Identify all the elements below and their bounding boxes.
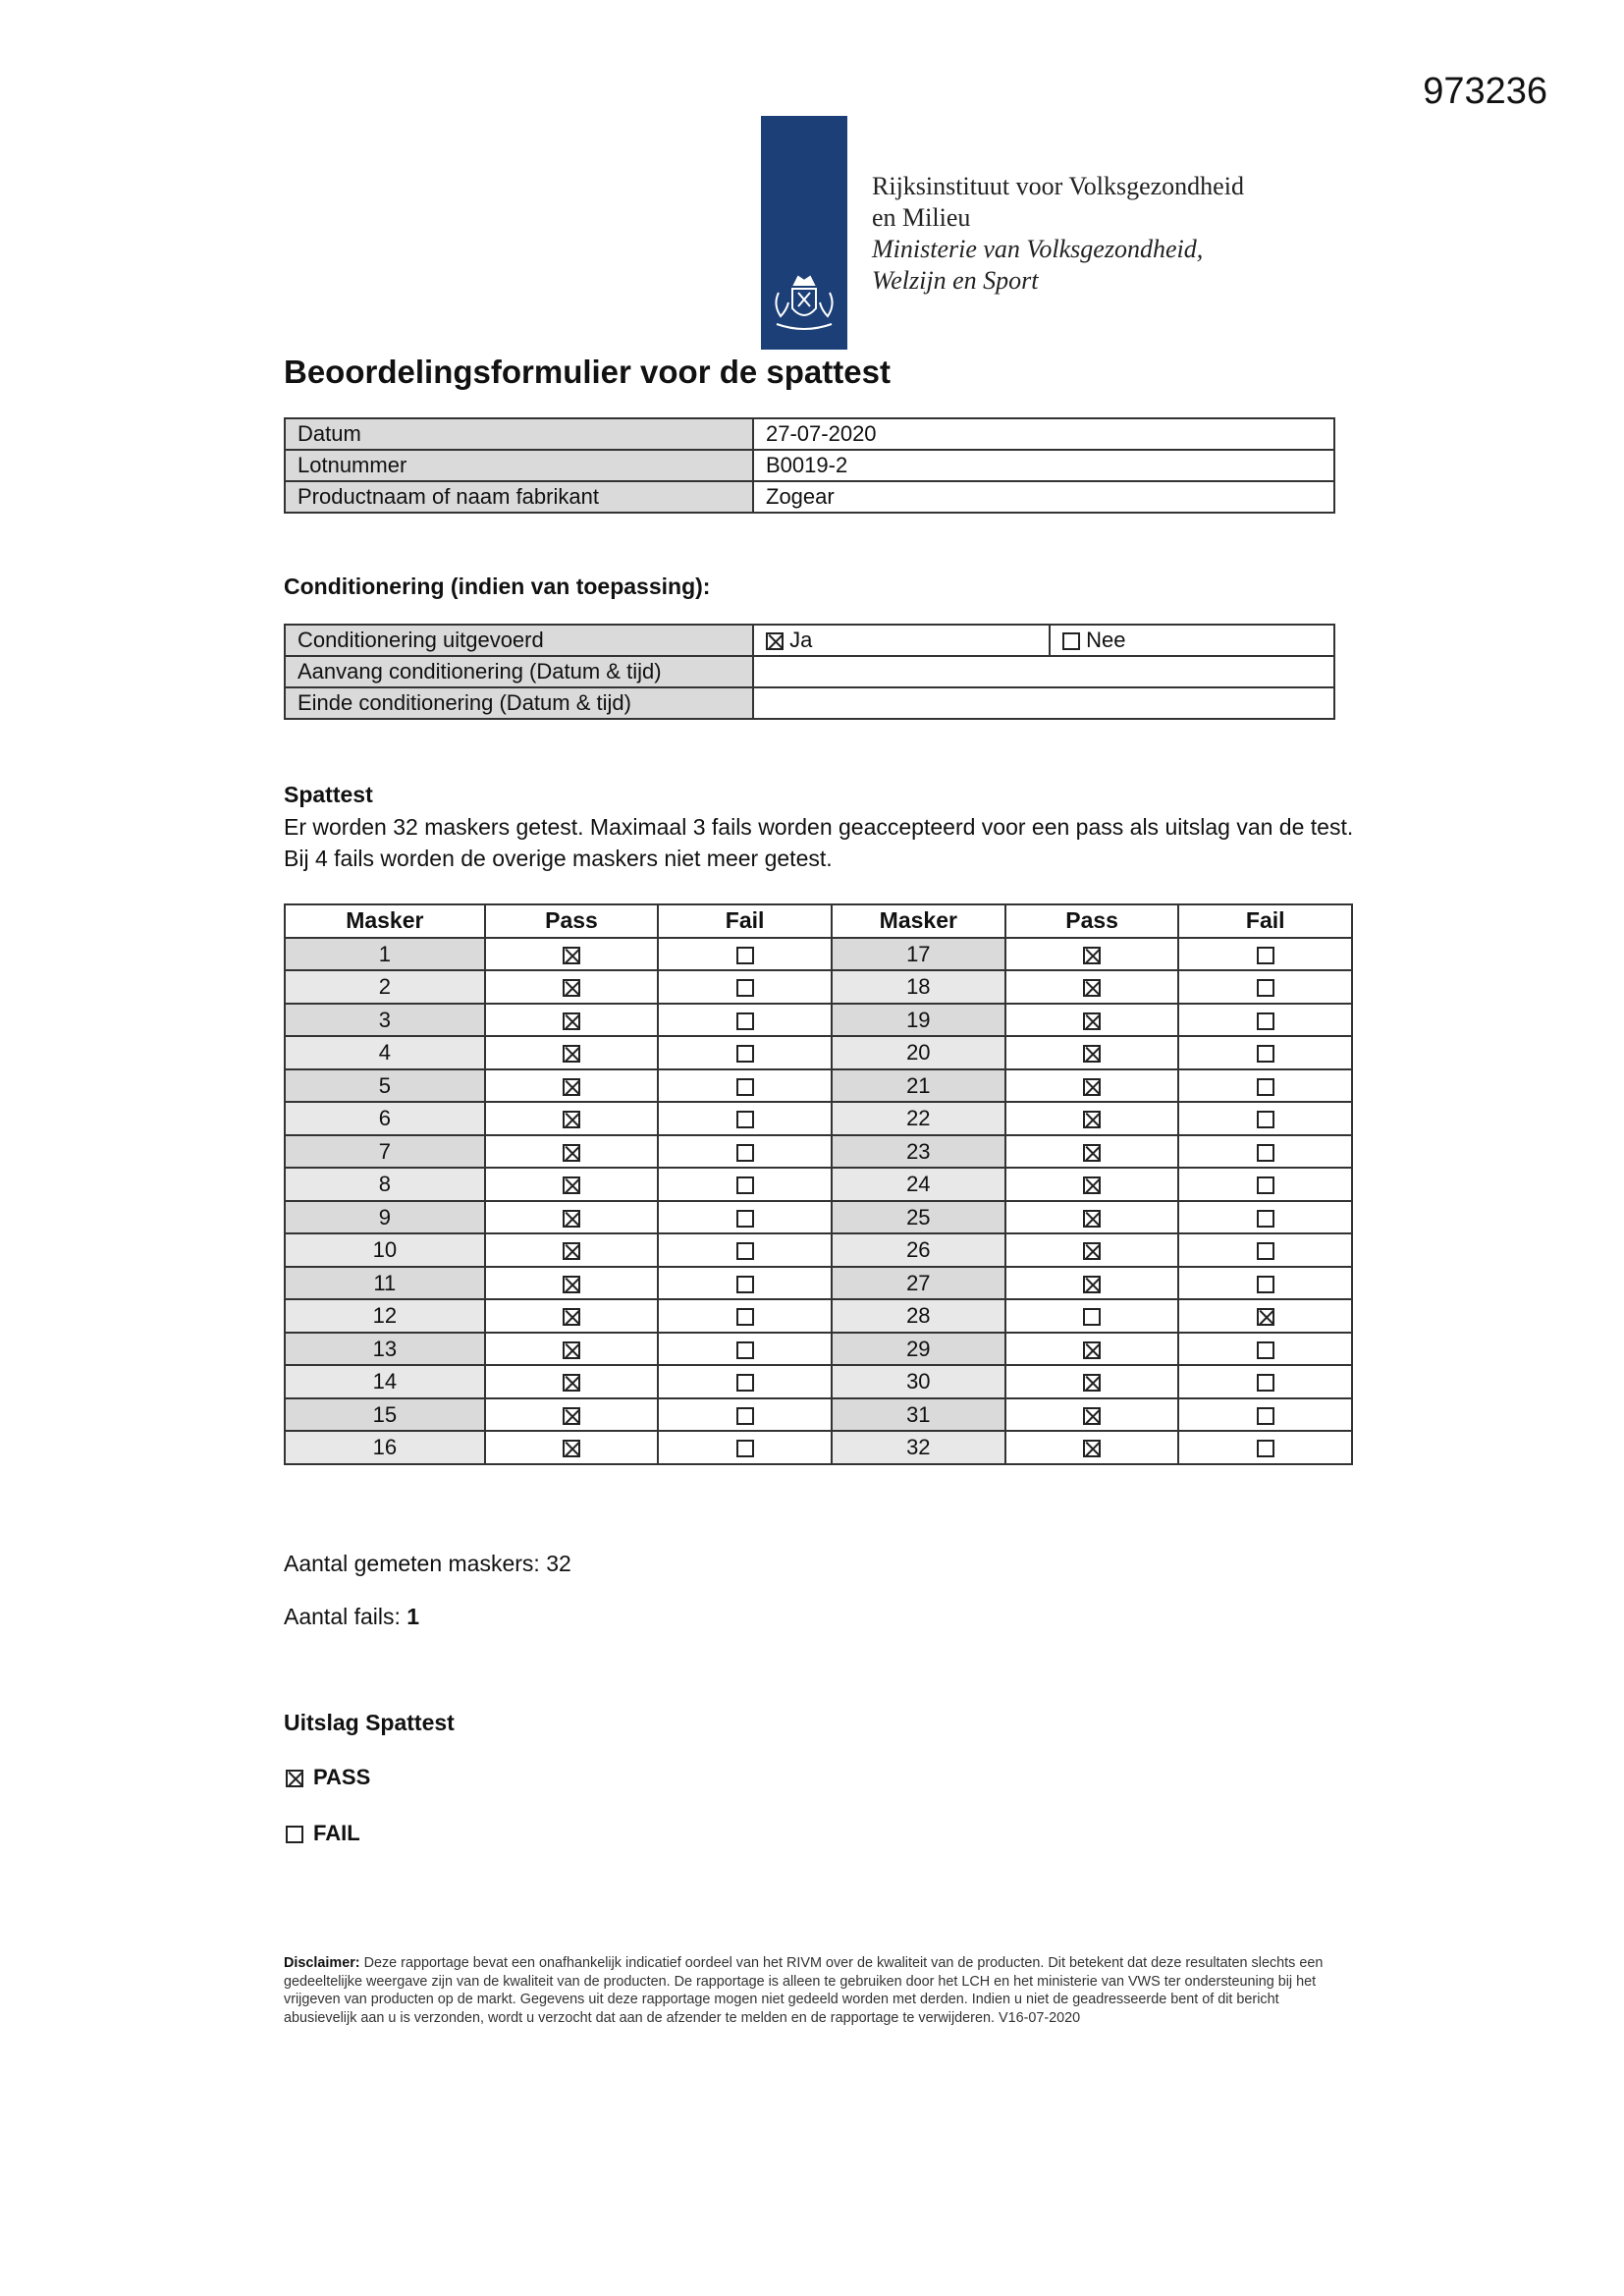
- checked-box-icon[interactable]: [1083, 1111, 1101, 1128]
- empty-box-icon[interactable]: [736, 1374, 754, 1392]
- conditioning-end-label: Einde conditionering (Datum & tijd): [285, 687, 753, 719]
- pass-cell[interactable]: [1005, 1333, 1179, 1366]
- conditioning-heading: Conditionering (indien van toepassing):: [284, 574, 711, 599]
- pass-cell[interactable]: [1005, 938, 1179, 971]
- masker-number: 17: [832, 938, 1005, 971]
- fail-cell[interactable]: [1178, 1333, 1352, 1366]
- empty-box-icon[interactable]: [1257, 1078, 1274, 1096]
- empty-box-icon[interactable]: [736, 1111, 754, 1128]
- table-row: [285, 1233, 1352, 1267]
- masker-number: 19: [832, 1004, 1005, 1037]
- pass-cell[interactable]: [1005, 1365, 1179, 1398]
- empty-box-icon[interactable]: [1257, 1440, 1274, 1457]
- fail-cell[interactable]: [1178, 1201, 1352, 1234]
- table-row: [285, 1004, 1352, 1037]
- table-row: [285, 1365, 1352, 1398]
- masker-number: 28: [832, 1299, 1005, 1333]
- table-row: [285, 1398, 1352, 1432]
- fail-checkbox[interactable]: [286, 1826, 303, 1843]
- fail-cell[interactable]: [1178, 1102, 1352, 1135]
- table-row: [285, 481, 1334, 513]
- measured-label: Aantal gemeten maskers:: [284, 1551, 540, 1576]
- org-line-1: Rijksinstituut voor Volksgezondheid: [872, 172, 1244, 200]
- checked-box-icon[interactable]: [1083, 1242, 1101, 1260]
- pass-cell[interactable]: [485, 1233, 659, 1267]
- masker-number: 6: [285, 1102, 485, 1135]
- checked-box-icon[interactable]: [1083, 1374, 1101, 1392]
- empty-box-icon[interactable]: [1257, 1407, 1274, 1425]
- masker-number: 12: [285, 1299, 485, 1333]
- page-title: Beoordelingsformulier voor de spattest: [284, 354, 891, 390]
- pass-cell[interactable]: [485, 1069, 659, 1103]
- masker-number: 11: [285, 1267, 485, 1300]
- fails-value: 1: [406, 1604, 420, 1629]
- empty-box-icon[interactable]: [1257, 1341, 1274, 1359]
- org-line-2: en Milieu: [872, 203, 971, 232]
- pass-cell[interactable]: [1005, 970, 1179, 1004]
- pass-label: PASS: [313, 1765, 371, 1789]
- no-checkbox[interactable]: [1062, 632, 1080, 650]
- masker-number: 29: [832, 1333, 1005, 1366]
- table-header-row: [285, 904, 1352, 938]
- empty-box-icon[interactable]: [1257, 1210, 1274, 1228]
- masker-number: 23: [832, 1135, 1005, 1169]
- table-row: [285, 1431, 1352, 1464]
- org-line-4: Welzijn en Sport: [872, 266, 1039, 295]
- pass-cell[interactable]: [485, 1333, 659, 1366]
- fail-cell[interactable]: [1178, 938, 1352, 971]
- pass-cell[interactable]: [485, 1431, 659, 1464]
- empty-box-icon[interactable]: [736, 1078, 754, 1096]
- organization-name: [872, 171, 1244, 297]
- empty-box-icon[interactable]: [736, 979, 754, 997]
- conditioning-yes-option[interactable]: [753, 625, 1050, 656]
- checked-box-icon[interactable]: [563, 1276, 580, 1293]
- lot-number-value: B0019-2: [753, 450, 1334, 481]
- table-row: [285, 938, 1352, 971]
- empty-box-icon[interactable]: [736, 1210, 754, 1228]
- fail-cell[interactable]: [658, 938, 832, 971]
- conditioning-end-value[interactable]: [753, 687, 1334, 719]
- spattest-heading: Spattest: [284, 782, 373, 807]
- fail-cell[interactable]: [1178, 1365, 1352, 1398]
- masker-number: 8: [285, 1168, 485, 1201]
- checked-box-icon[interactable]: [1083, 1341, 1101, 1359]
- fail-cell[interactable]: [658, 1431, 832, 1464]
- fail-cell[interactable]: [658, 1069, 832, 1103]
- checked-box-icon[interactable]: [1257, 1308, 1274, 1326]
- pass-cell[interactable]: [1005, 1168, 1179, 1201]
- pass-cell[interactable]: [485, 1004, 659, 1037]
- fail-cell[interactable]: [658, 1135, 832, 1169]
- checked-box-icon[interactable]: [1083, 1012, 1101, 1030]
- pass-cell[interactable]: [1005, 1069, 1179, 1103]
- fail-cell[interactable]: [658, 1201, 832, 1234]
- checked-box-icon[interactable]: [563, 979, 580, 997]
- empty-box-icon[interactable]: [1257, 947, 1274, 964]
- checked-box-icon[interactable]: [563, 1176, 580, 1194]
- pass-cell[interactable]: [1005, 1102, 1179, 1135]
- pass-cell[interactable]: [485, 970, 659, 1004]
- pass-cell[interactable]: [1005, 1135, 1179, 1169]
- fail-cell[interactable]: [1178, 1135, 1352, 1169]
- masker-number: 10: [285, 1233, 485, 1267]
- fail-cell[interactable]: [1178, 1004, 1352, 1037]
- checked-box-icon[interactable]: [1083, 1045, 1101, 1063]
- col-header-fail: Fail: [658, 904, 832, 938]
- checked-box-icon[interactable]: [563, 1045, 580, 1063]
- empty-box-icon[interactable]: [1257, 1045, 1274, 1063]
- fail-cell[interactable]: [1178, 1398, 1352, 1432]
- fail-cell[interactable]: [658, 1168, 832, 1201]
- pass-cell[interactable]: [1005, 1201, 1179, 1234]
- product-name-value: Zogear: [753, 481, 1334, 513]
- disclaimer-label: Disclaimer:: [284, 1955, 360, 1971]
- fail-cell[interactable]: [658, 970, 832, 1004]
- fail-cell[interactable]: [658, 1036, 832, 1069]
- checked-box-icon[interactable]: [563, 1308, 580, 1326]
- table-row: [285, 656, 1334, 687]
- outcome-heading: Uitslag Spattest: [284, 1710, 455, 1735]
- fail-cell[interactable]: [658, 1365, 832, 1398]
- fail-cell[interactable]: [1178, 1233, 1352, 1267]
- masker-number: 21: [832, 1069, 1005, 1103]
- pass-cell[interactable]: [1005, 1299, 1179, 1333]
- col-header-masker: Masker: [285, 904, 485, 938]
- table-row: [285, 970, 1352, 1004]
- fail-cell[interactable]: [658, 1333, 832, 1366]
- pass-cell[interactable]: [485, 1135, 659, 1169]
- fail-cell[interactable]: [658, 1004, 832, 1037]
- pass-cell[interactable]: [485, 938, 659, 971]
- empty-box-icon[interactable]: [1257, 1111, 1274, 1128]
- masker-number: 2: [285, 970, 485, 1004]
- fail-cell[interactable]: [1178, 1299, 1352, 1333]
- masker-number: 14: [285, 1365, 485, 1398]
- empty-box-icon[interactable]: [1257, 979, 1274, 997]
- masker-number: 26: [832, 1233, 1005, 1267]
- checked-box-icon[interactable]: [563, 1407, 580, 1425]
- masker-number: 22: [832, 1102, 1005, 1135]
- checked-box-icon[interactable]: [563, 1440, 580, 1457]
- empty-box-icon[interactable]: [736, 947, 754, 964]
- empty-box-icon[interactable]: [736, 1242, 754, 1260]
- fails-label: Aantal fails:: [284, 1604, 401, 1629]
- pass-cell[interactable]: [1005, 1431, 1179, 1464]
- masker-number: 30: [832, 1365, 1005, 1398]
- empty-box-icon[interactable]: [736, 1341, 754, 1359]
- pass-cell[interactable]: [485, 1201, 659, 1234]
- checked-box-icon[interactable]: [563, 1012, 580, 1030]
- mask-results-table: [284, 903, 1353, 1465]
- masker-number: 7: [285, 1135, 485, 1169]
- coat-of-arms-icon: [769, 263, 839, 342]
- checked-box-icon[interactable]: [1083, 1210, 1101, 1228]
- checked-box-icon[interactable]: [563, 947, 580, 964]
- checked-box-icon[interactable]: [1083, 1078, 1101, 1096]
- conditioning-start-value[interactable]: [753, 656, 1334, 687]
- checked-box-icon[interactable]: [563, 1144, 580, 1162]
- table-row: [285, 1333, 1352, 1366]
- table-row: [285, 1036, 1352, 1069]
- conditioning-no-option[interactable]: [1050, 625, 1334, 656]
- fail-cell[interactable]: [658, 1267, 832, 1300]
- masker-number: 16: [285, 1431, 485, 1464]
- checked-box-icon[interactable]: [563, 1210, 580, 1228]
- checked-box-icon[interactable]: [1083, 1440, 1101, 1457]
- table-row: [285, 625, 1334, 656]
- measured-value: 32: [546, 1551, 571, 1576]
- checked-box-icon[interactable]: [563, 1242, 580, 1260]
- masker-number: 24: [832, 1168, 1005, 1201]
- masker-number: 15: [285, 1398, 485, 1432]
- masker-number: 27: [832, 1267, 1005, 1300]
- spattest-description: Er worden 32 maskers getest. Maximaal 3 fails worden geaccepteerd voor een pass als uitslag van de test. Bij 4 fails worden de overige maskers niet meer getest.: [284, 814, 1354, 871]
- pass-cell[interactable]: [485, 1267, 659, 1300]
- col-header-masker-2: Masker: [832, 904, 1005, 938]
- col-header-fail-2: Fail: [1178, 904, 1352, 938]
- pass-checkbox[interactable]: [286, 1770, 303, 1787]
- masker-number: 18: [832, 970, 1005, 1004]
- masker-number: 13: [285, 1333, 485, 1366]
- empty-box-icon[interactable]: [1083, 1308, 1101, 1326]
- fail-cell[interactable]: [658, 1233, 832, 1267]
- checked-box-icon[interactable]: [563, 1374, 580, 1392]
- table-row: [285, 1168, 1352, 1201]
- yes-label: Ja: [789, 628, 813, 652]
- masker-number: 25: [832, 1201, 1005, 1234]
- lot-number-label: Lotnummer: [285, 450, 753, 481]
- empty-box-icon[interactable]: [736, 1440, 754, 1457]
- masker-number: 5: [285, 1069, 485, 1103]
- empty-box-icon[interactable]: [736, 1407, 754, 1425]
- pass-cell[interactable]: [485, 1299, 659, 1333]
- masker-number: 20: [832, 1036, 1005, 1069]
- table-row: [285, 450, 1334, 481]
- document-number: 973236: [1423, 71, 1547, 112]
- org-line-3: Ministerie van Volksgezondheid,: [872, 235, 1204, 263]
- checked-box-icon[interactable]: [563, 1341, 580, 1359]
- masker-number: 32: [832, 1431, 1005, 1464]
- empty-box-icon[interactable]: [736, 1276, 754, 1293]
- fail-cell[interactable]: [1178, 970, 1352, 1004]
- masker-number: 4: [285, 1036, 485, 1069]
- table-row: [285, 1267, 1352, 1300]
- fails-count: [284, 1604, 419, 1630]
- table-row: [285, 1069, 1352, 1103]
- col-header-pass: Pass: [485, 904, 659, 938]
- product-name-label: Productnaam of naam fabrikant: [285, 481, 753, 513]
- pass-cell[interactable]: [485, 1398, 659, 1432]
- mask-results-body: [285, 938, 1352, 1464]
- empty-box-icon[interactable]: [1257, 1276, 1274, 1293]
- conditioning-performed-label: Conditionering uitgevoerd: [285, 625, 753, 656]
- pass-cell[interactable]: [1005, 1036, 1179, 1069]
- product-info-table: [284, 417, 1335, 514]
- table-row: [285, 1201, 1352, 1234]
- checked-box-icon[interactable]: [1083, 947, 1101, 964]
- checked-box-icon[interactable]: [1083, 1407, 1101, 1425]
- fail-cell[interactable]: [658, 1102, 832, 1135]
- pass-cell[interactable]: [485, 1102, 659, 1135]
- date-label: Datum: [285, 418, 753, 450]
- checked-box-icon[interactable]: [1083, 1144, 1101, 1162]
- disclaimer-text: Deze rapportage bevat een onafhankelijk indicatief oordeel van het RIVM over de kwaliteit van de producten. Dit betekent dat deze resultaten slechts een gedeeltelijke weergave zijn van de kwaliteit van de producten. De rapportage is alleen te gebruiken door het LCH en het ministerie van VWS ter ondersteuning bij het vrijgeven van producten op de markt. Gegevens uit deze rapportage mogen niet gedeeld worden met derden. Indien u niet de geadresseerde bent of dit bericht abusievelijk aan u is verzonden, wordt u verzocht dat aan de afzender te melden en de rapportage te verwijderen. V16-07-2020: [284, 1955, 1324, 2026]
- masker-number: 9: [285, 1201, 485, 1234]
- rijksoverheid-logo: [761, 116, 847, 350]
- measured-count: [284, 1551, 571, 1577]
- masker-number: 31: [832, 1398, 1005, 1432]
- checked-box-icon[interactable]: [563, 1111, 580, 1128]
- conditioning-start-label: Aanvang conditionering (Datum & tijd): [285, 656, 753, 687]
- empty-box-icon[interactable]: [1257, 1144, 1274, 1162]
- pass-cell[interactable]: [485, 1036, 659, 1069]
- fail-cell[interactable]: [1178, 1036, 1352, 1069]
- empty-box-icon[interactable]: [736, 1308, 754, 1326]
- outcome-fail-option[interactable]: [286, 1821, 360, 1846]
- masker-number: 1: [285, 938, 485, 971]
- empty-box-icon[interactable]: [1257, 1374, 1274, 1392]
- empty-box-icon[interactable]: [736, 1176, 754, 1194]
- table-row: [285, 1299, 1352, 1333]
- pass-cell[interactable]: [1005, 1004, 1179, 1037]
- table-row: [285, 687, 1334, 719]
- conditioning-table: [284, 624, 1335, 720]
- pass-cell[interactable]: [1005, 1267, 1179, 1300]
- fail-cell[interactable]: [658, 1299, 832, 1333]
- empty-box-icon[interactable]: [1257, 1176, 1274, 1194]
- masker-number: 3: [285, 1004, 485, 1037]
- fail-cell[interactable]: [1178, 1267, 1352, 1300]
- checked-box-icon[interactable]: [1083, 1176, 1101, 1194]
- empty-box-icon[interactable]: [736, 1012, 754, 1030]
- pass-cell[interactable]: [1005, 1398, 1179, 1432]
- checked-box-icon[interactable]: [1083, 979, 1101, 997]
- empty-box-icon[interactable]: [736, 1144, 754, 1162]
- fail-label: FAIL: [313, 1821, 360, 1845]
- table-row: [285, 418, 1334, 450]
- empty-box-icon[interactable]: [1257, 1012, 1274, 1030]
- disclaimer: [284, 1954, 1342, 2027]
- empty-box-icon[interactable]: [736, 1045, 754, 1063]
- no-label: Nee: [1086, 628, 1126, 652]
- fail-cell[interactable]: [658, 1398, 832, 1432]
- table-row: [285, 1135, 1352, 1169]
- date-value: 27-07-2020: [753, 418, 1334, 450]
- col-header-pass-2: Pass: [1005, 904, 1179, 938]
- checked-box-icon[interactable]: [1083, 1276, 1101, 1293]
- pass-cell[interactable]: [485, 1168, 659, 1201]
- table-row: [285, 1102, 1352, 1135]
- fail-cell[interactable]: [1178, 1168, 1352, 1201]
- pass-cell[interactable]: [1005, 1233, 1179, 1267]
- checked-box-icon[interactable]: [563, 1078, 580, 1096]
- empty-box-icon[interactable]: [1257, 1242, 1274, 1260]
- outcome-pass-option[interactable]: [286, 1765, 370, 1790]
- pass-cell[interactable]: [485, 1365, 659, 1398]
- fail-cell[interactable]: [1178, 1431, 1352, 1464]
- yes-checkbox[interactable]: [766, 632, 784, 650]
- fail-cell[interactable]: [1178, 1069, 1352, 1103]
